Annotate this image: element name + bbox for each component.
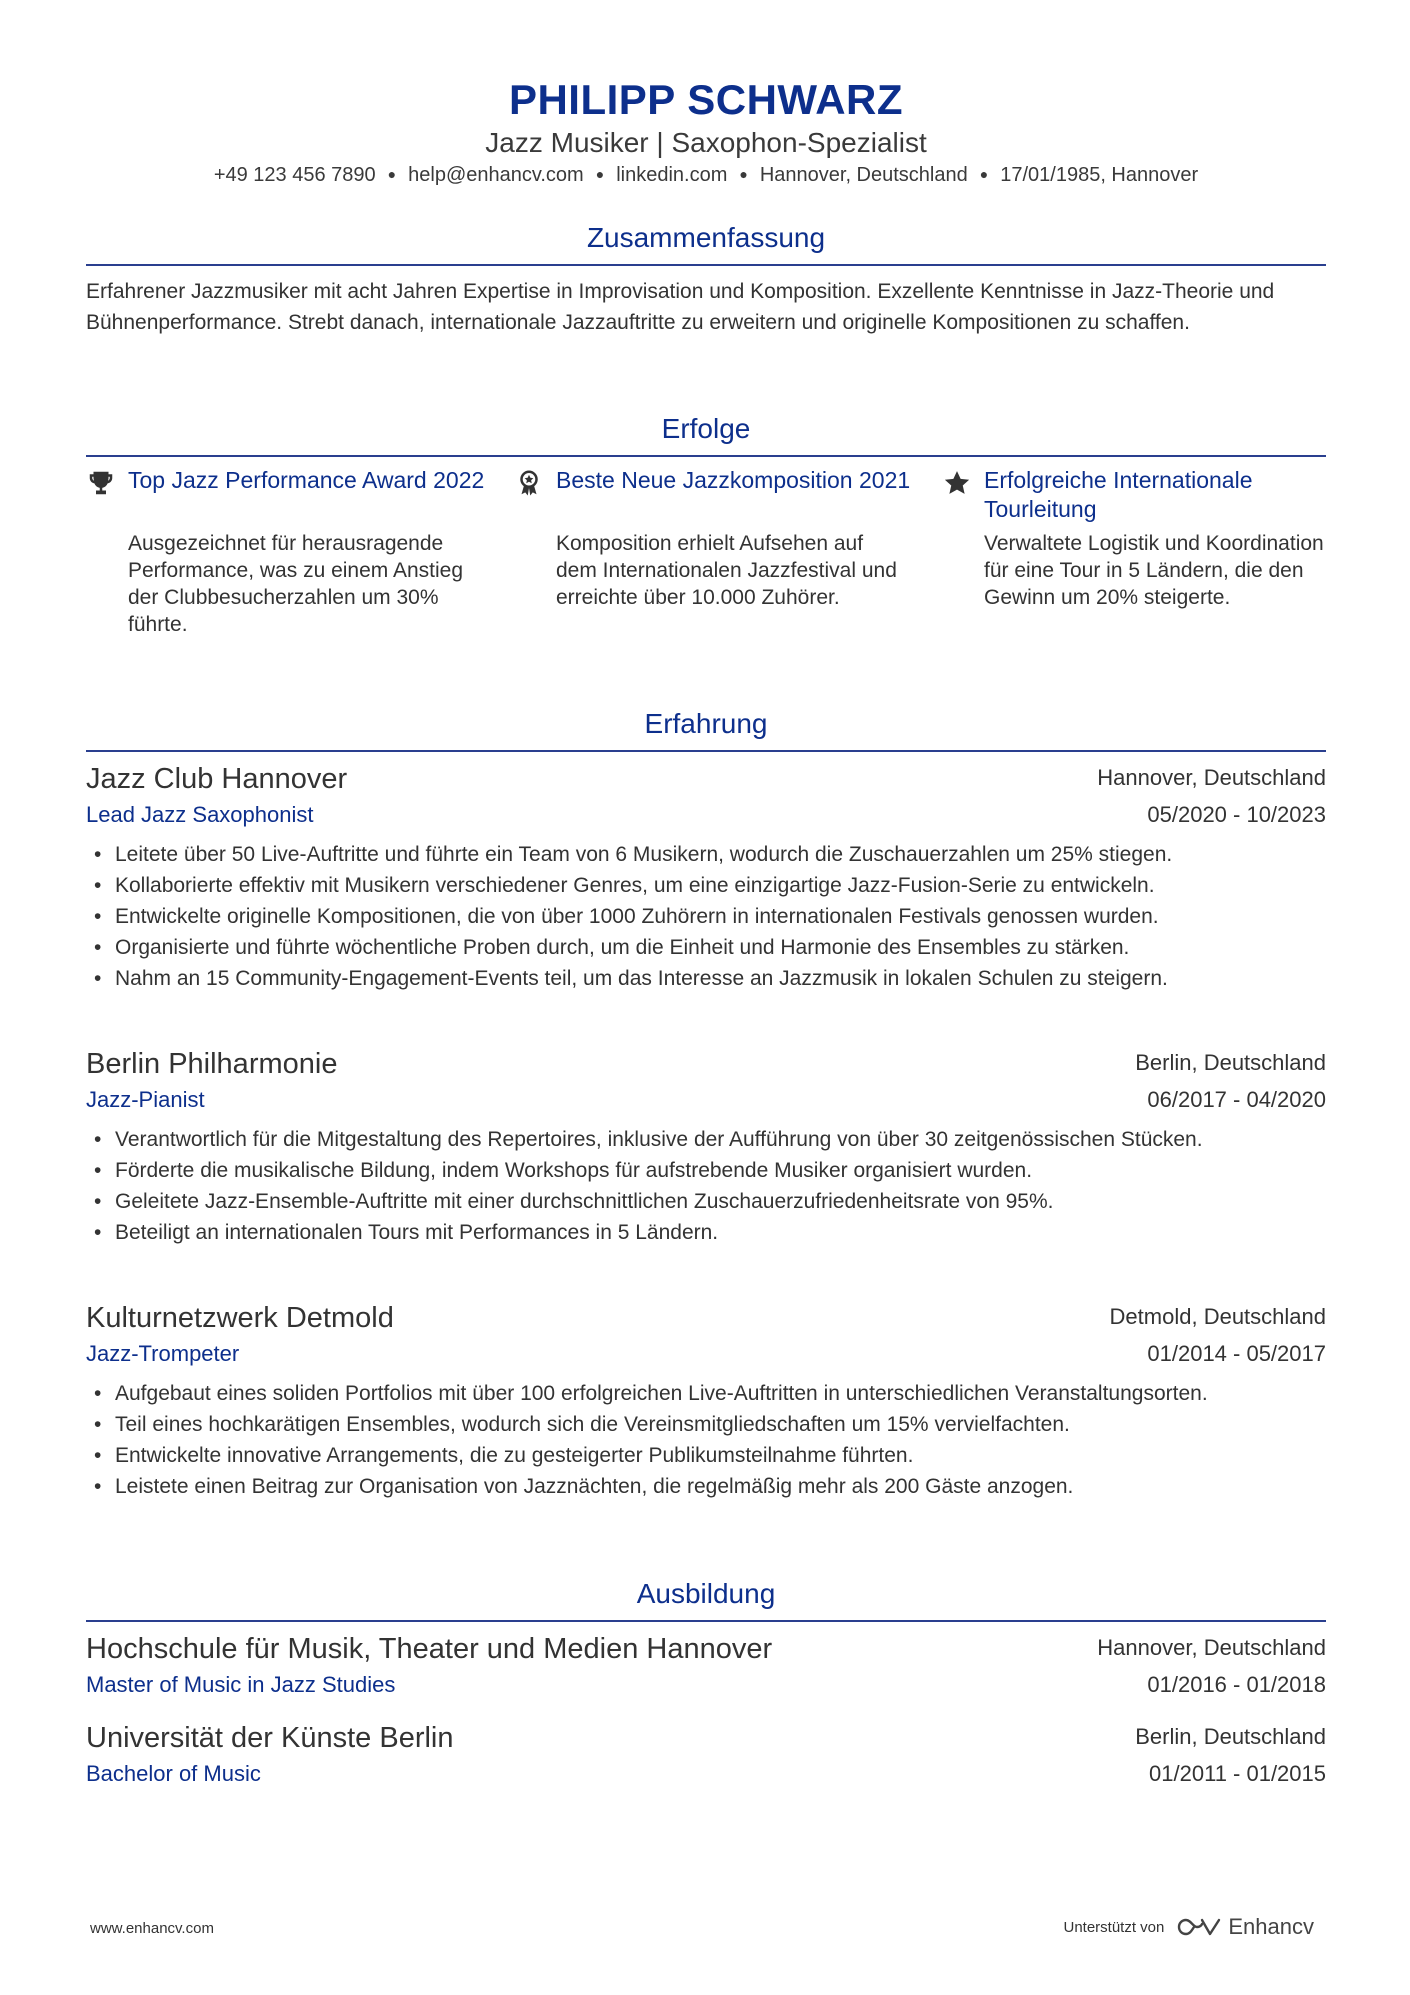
award-medal-icon: [514, 468, 544, 498]
achievement-title: Erfolgreiche Internationale Tourleitung: [984, 467, 1253, 522]
list-item: • Beteiligt an internationalen Tours mit Performances in 5 Ländern.: [86, 1217, 1326, 1248]
list-item: • Leistete einen Beitrag zur Organisation von Jazznächten, die regelmäßig mehr als 200 Gäste anzogen.: [86, 1471, 1326, 1502]
achievement-title: Top Jazz Performance Award 2022: [128, 467, 485, 493]
section-divider: [86, 1620, 1326, 1622]
list-item: • Förderte die musikalische Bildung, indem Workshops für aufstrebende Musiker organisiert wurden.: [86, 1155, 1326, 1186]
company-name: Berlin Philharmonie: [86, 1048, 338, 1080]
separator-dot: ●: [387, 165, 397, 182]
list-item: • Teil eines hochkarätigen Ensembles, wodurch sich die Vereinsmitgliedschaften um 15% vervielfachten.: [86, 1409, 1326, 1440]
job-location: Hannover, Deutschland: [1097, 765, 1326, 790]
footer-branding: [1063, 1914, 1314, 1940]
school-location: Hannover, Deutschland: [1097, 1635, 1326, 1660]
separator-dot: ●: [739, 165, 748, 182]
powered-by-label: Unterstützt von: [1063, 1918, 1165, 1936]
summary-text: Erfahrener Jazzmusiker mit acht Jahren Expertise in Improvisation und Komposition. Exzellente Kenntnisse in Jazz-Theorie und Bühnenperformance. Strebt danach, internationale Jazzauftritte zu erweitern und originelle Kompositionen zu schaffen.: [86, 280, 1275, 334]
school-name: Hochschule für Musik, Theater und Medien Hannover: [86, 1633, 773, 1665]
section-divider: [86, 750, 1326, 752]
list-item: • Nahm an 15 Community-Engagement-Events teil, um das Interesse an Jazzmusik in lokalen Schulen zu steigern.: [86, 963, 1326, 994]
list-item: • Entwickelte originelle Kompositionen, die von über 1000 Zuhörern in internationalen Festivals genossen wurden.: [86, 901, 1326, 932]
birth-info: 17/01/1985, Hannover: [1000, 164, 1199, 186]
section-divider: [86, 455, 1326, 457]
job-title: Jazz-Pianist: [86, 1087, 205, 1112]
achievement-description: Ausgezeichnet für herausragende Performance, was zu einem Anstieg der Clubbesucherzahlen um 30% führte.: [128, 532, 463, 636]
job-location: Detmold, Deutschland: [1109, 1304, 1326, 1329]
section-title-education: Ausbildung: [636, 1578, 776, 1609]
enhancv-logo-icon: [1176, 1916, 1222, 1938]
bullet-list: [86, 839, 1326, 994]
list-item: • Verantwortlich für die Mitgestaltung des Repertoires, inklusive der Aufführung von über 30 zeitgenössischen Stücken.: [86, 1124, 1326, 1155]
brand-name: Enhancv: [1228, 1914, 1314, 1939]
enhancv-logo[interactable]: [1176, 1914, 1314, 1940]
company-name: Jazz Club Hannover: [86, 763, 348, 795]
education-dates: 01/2011 - 01/2015: [1149, 1761, 1326, 1786]
bullet-list: [86, 1124, 1326, 1248]
job-dates: 06/2017 - 04/2020: [1147, 1087, 1326, 1112]
separator-dot: ●: [595, 165, 605, 182]
list-item: • Kollaborierte effektiv mit Musikern verschiedener Genres, um eine einzigartige Jazz-Fusion-Serie zu entwickeln.: [86, 870, 1326, 901]
list-item: • Geleitete Jazz-Ensemble-Auftritte mit einer durchschnittlichen Zuschauerzufriedenheitsrate von 95%.: [86, 1186, 1326, 1217]
job-dates: 01/2014 - 05/2017: [1147, 1341, 1326, 1366]
section-title-achievements: Erfolge: [661, 413, 751, 444]
job-title: Jazz-Trompeter: [86, 1341, 240, 1366]
location: Hannover, Deutschland: [759, 164, 968, 186]
linkedin-link[interactable]: linkedin.com: [616, 164, 728, 186]
contact-line: [86, 164, 1326, 187]
list-item: • Organisierte und führte wöchentliche Proben durch, um die Einheit und Harmonie des Ensembles zu stärken.: [86, 932, 1326, 963]
list-item: • Aufgebaut eines soliden Portfolios mit über 100 erfolgreichen Live-Auftritten in unterschiedlichen Veranstaltungsorten.: [86, 1378, 1326, 1409]
candidate-name: PHILIPP SCHWARZ: [508, 76, 904, 123]
bullet-list: [86, 1378, 1326, 1502]
school-location: Berlin, Deutschland: [1135, 1724, 1326, 1749]
achievement-description: Komposition erhielt Aufsehen auf dem Internationalen Jazzfestival und erreichte über 10.000 Zuhörer.: [556, 532, 897, 609]
section-title-summary: Zusammenfassung: [586, 222, 826, 253]
achievement-description: Verwaltete Logistik und Koordination für eine Tour in 5 Ländern, die den Gewinn um 20% steigerte.: [984, 532, 1324, 609]
section-divider: [86, 264, 1326, 266]
footer-website-link[interactable]: www.enhancv.com: [90, 1920, 214, 1937]
list-item: • Entwickelte innovative Arrangements, die zu gesteigerter Publikumsteilnahme führten.: [86, 1440, 1326, 1471]
list-item: • Leitete über 50 Live-Auftritte und führte ein Team von 6 Musikern, wodurch die Zuschauerzahlen um 25% stiegen.: [86, 839, 1326, 870]
company-name: Kulturnetzwerk Detmold: [86, 1302, 394, 1334]
school-name: Universität der Künste Berlin: [86, 1722, 454, 1754]
headline: Jazz Musiker | Saxophon-Spezialist: [485, 127, 927, 158]
education-dates: 01/2016 - 01/2018: [1147, 1672, 1326, 1697]
phone: +49 123 456 7890: [213, 164, 376, 186]
email-link[interactable]: help@enhancv.com: [408, 164, 584, 186]
degree: Bachelor of Music: [86, 1761, 261, 1786]
separator-dot: ●: [979, 165, 989, 182]
achievement-title: Beste Neue Jazzkomposition 2021: [556, 467, 911, 493]
section-title-experience: Erfahrung: [644, 708, 768, 739]
star-icon: [942, 468, 972, 498]
degree: Master of Music in Jazz Studies: [86, 1672, 396, 1697]
trophy-icon: [86, 468, 116, 498]
job-location: Berlin, Deutschland: [1135, 1050, 1326, 1075]
job-title: Lead Jazz Saxophonist: [86, 802, 314, 827]
job-dates: 05/2020 - 10/2023: [1147, 802, 1326, 827]
